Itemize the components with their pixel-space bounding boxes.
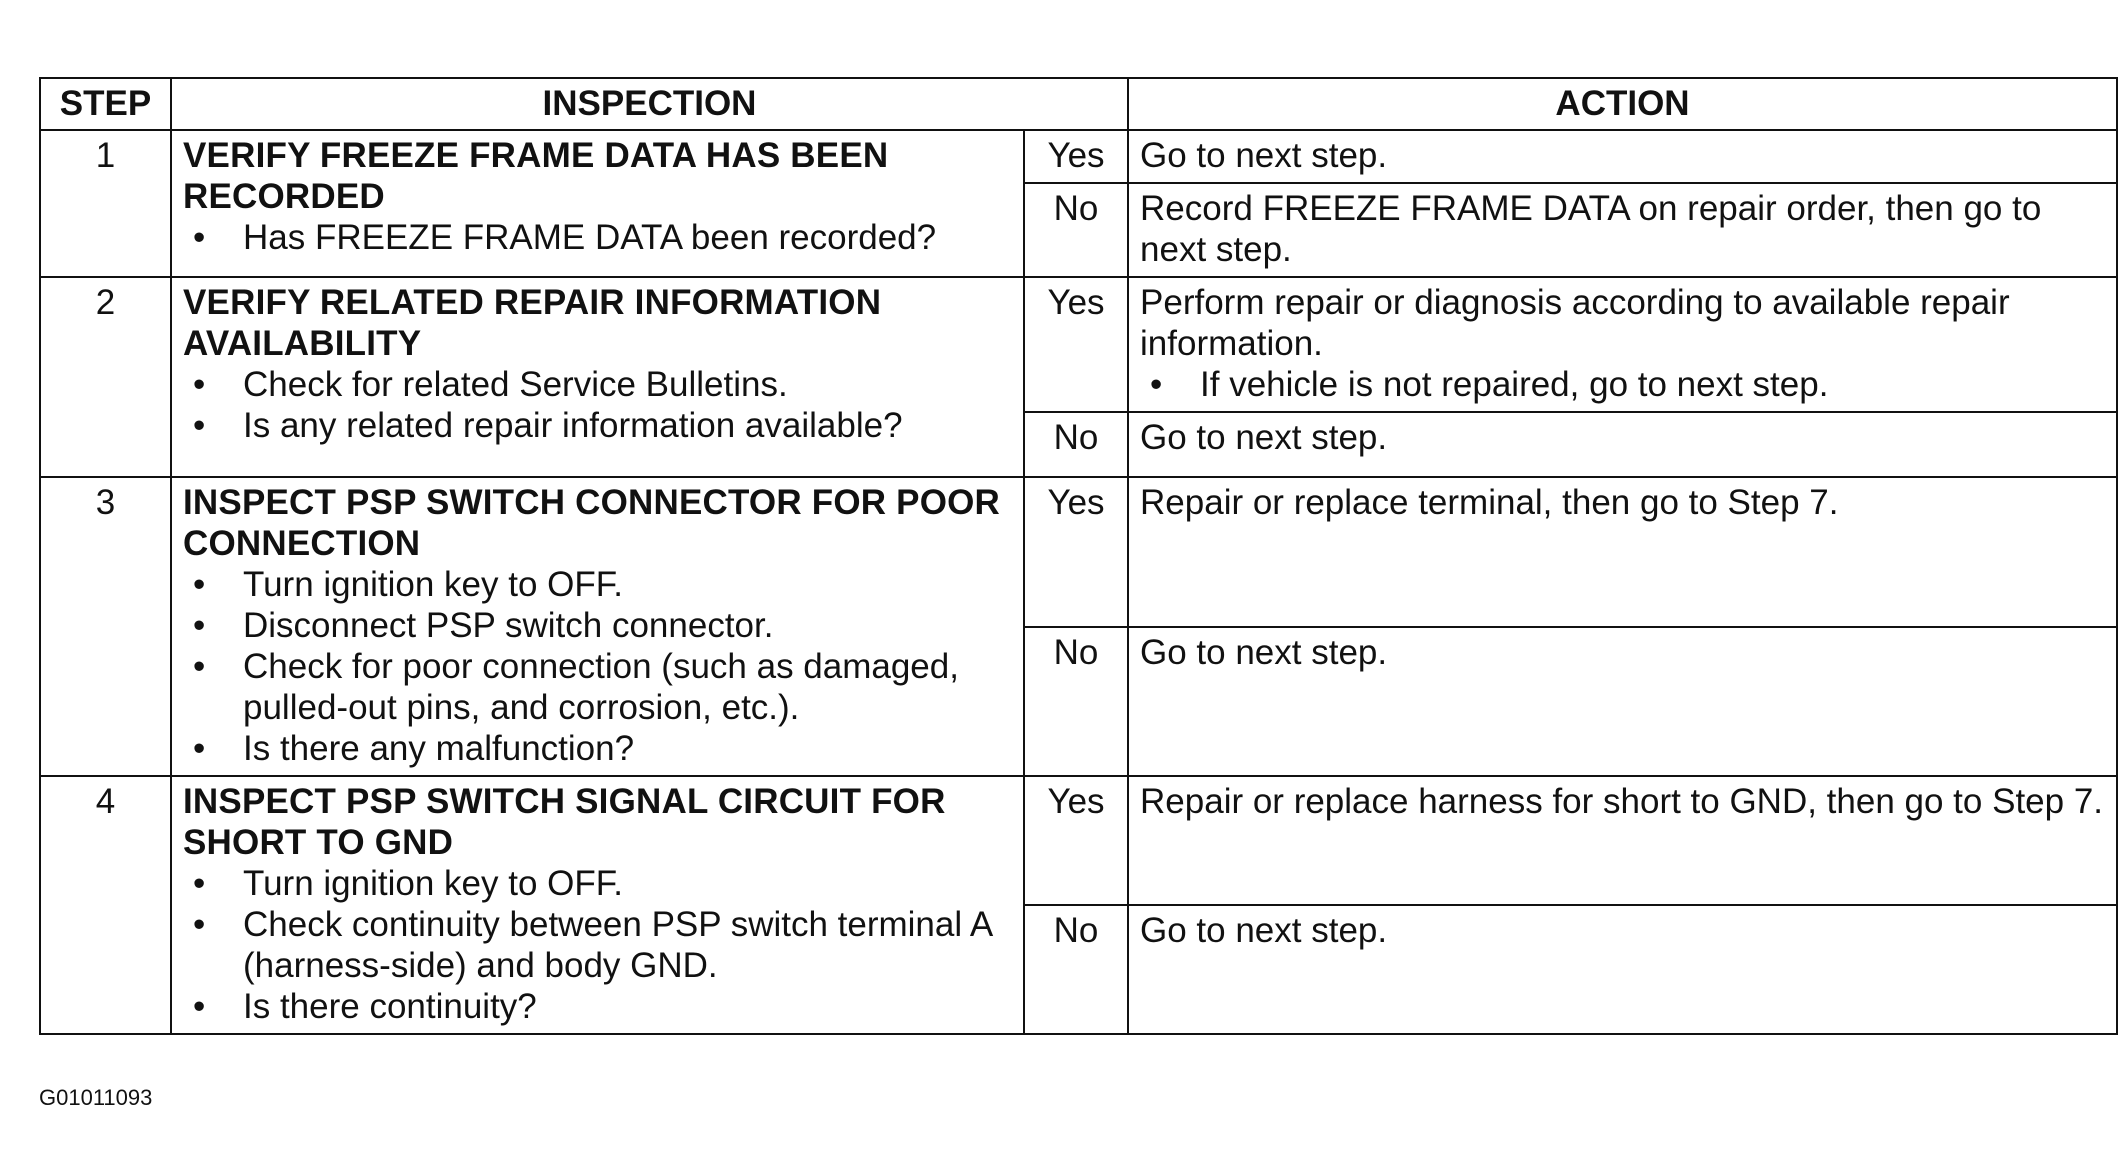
inspection-bullet: • Check for poor connection (such as damaged, pulled-out pins, and corrosion, etc.).	[183, 646, 1013, 728]
action-bullets	[1140, 364, 2106, 405]
step-4-yes-row	[40, 776, 2117, 905]
inspection-bullet: • Is any related repair information available?	[183, 405, 1013, 446]
inspection-bullet: • Check for related Service Bulletins.	[183, 364, 1013, 405]
step-number: 4	[40, 776, 171, 1034]
inspection-cell	[171, 277, 1024, 477]
yes-label: Yes	[1024, 776, 1128, 905]
no-action: Record FREEZE FRAME DATA on repair order, then go to next step.	[1128, 183, 2117, 277]
header-action: ACTION	[1128, 78, 2117, 130]
inspection-title: INSPECT PSP SWITCH SIGNAL CIRCUIT FOR SHORT TO GND	[183, 782, 946, 862]
inspection-bullets	[183, 364, 1013, 446]
no-action: Go to next step.	[1128, 412, 2117, 477]
no-action: Go to next step.	[1128, 905, 2117, 1034]
inspection-cell	[171, 130, 1024, 277]
header-step: STEP	[40, 78, 171, 130]
inspection-bullet: • Disconnect PSP switch connector.	[183, 605, 1013, 646]
yes-action: Perform repair or diagnosis according to available repair information.	[1140, 283, 2010, 363]
no-action: Go to next step.	[1128, 627, 2117, 777]
figure-code: G01011093	[39, 1085, 153, 1110]
inspection-title: VERIFY RELATED REPAIR INFORMATION AVAILABILITY	[183, 283, 882, 363]
inspection-bullet: • Turn ignition key to OFF.	[183, 564, 1013, 605]
header-inspection: INSPECTION	[171, 78, 1128, 130]
inspection-bullets	[183, 863, 1013, 1027]
inspection-bullet: • Check continuity between PSP switch terminal A (harness-side) and body GND.	[183, 904, 1013, 986]
yes-action: Repair or replace terminal, then go to Step 7.	[1128, 477, 2117, 627]
step-number: 1	[40, 130, 171, 277]
step-number: 3	[40, 477, 171, 776]
step-number: 2	[40, 277, 171, 477]
yes-label: Yes	[1024, 277, 1128, 412]
yes-action: Go to next step.	[1128, 130, 2117, 183]
inspection-bullet: • Turn ignition key to OFF.	[183, 863, 1013, 904]
table-header-row	[40, 78, 2117, 130]
no-label: No	[1024, 412, 1128, 477]
inspection-bullets	[183, 217, 1013, 258]
no-label: No	[1024, 905, 1128, 1034]
inspection-bullet: • Is there any malfunction?	[183, 728, 1013, 769]
step-2-yes-row	[40, 277, 2117, 412]
no-label: No	[1024, 183, 1128, 277]
inspection-bullet: • Is there continuity?	[183, 986, 1013, 1027]
yes-action: Repair or replace harness for short to GND, then go to Step 7.	[1128, 776, 2117, 905]
inspection-bullets	[183, 564, 1013, 769]
inspection-cell	[171, 477, 1024, 776]
yes-label: Yes	[1024, 130, 1128, 183]
step-1-yes-row	[40, 130, 2117, 183]
step-3-yes-row	[40, 477, 2117, 627]
no-label: No	[1024, 627, 1128, 777]
yes-label: Yes	[1024, 477, 1128, 627]
inspection-title: VERIFY FREEZE FRAME DATA HAS BEEN RECORDED	[183, 136, 889, 216]
diagnostic-procedure-table	[39, 77, 2118, 1035]
inspection-cell	[171, 776, 1024, 1034]
action-bullet: • If vehicle is not repaired, go to next step.	[1140, 364, 2106, 405]
yes-action-cell	[1128, 277, 2117, 412]
inspection-title: INSPECT PSP SWITCH CONNECTOR FOR POOR CONNECTION	[183, 483, 1001, 563]
inspection-bullet: • Has FREEZE FRAME DATA been recorded?	[183, 217, 1013, 258]
